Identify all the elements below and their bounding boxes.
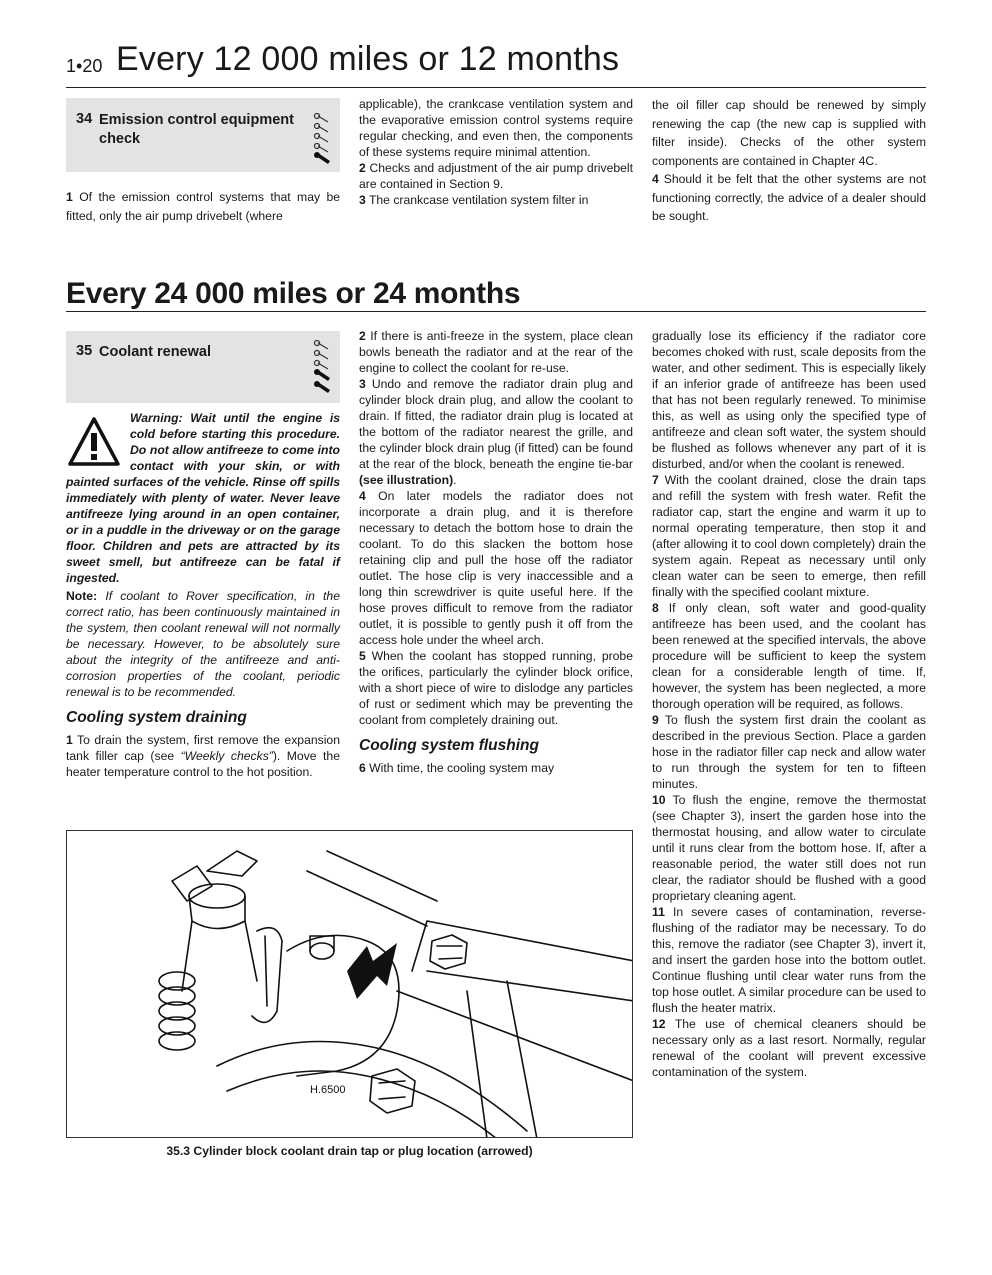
section-35-col3: gradually lose its efficiency if the radiator core becomes choked with rust, scale deposits from the water, and other sediment. This is especially likely if an inferior grade of antifreeze has been used that has not been regularly renewed. To minimise this, as well as using only the specified type of antifreeze and clean soft water, the system should be flushed as follows whenever any part of it is disturbed, and/or when the coolant is renewed. 7 With the coolant drained, close the drain taps and refill the system with fresh water. Refit the radiator cap, start the engine and warm it up to normal operating temperature, then stop it and (after allowing it to cool down completely) drain the system again. Repeat as necessary until only clean water can be seen to emerge, then refill finally with the specified coolant mixture. 8 If only clean, soft water and good-quality antifreeze has been used, and the coolant has been renewed at the specified intervals, the above procedure will be sufficient to keep the system clean for a considerable length of time. If, however, the system has been neglected, a more thorough operation will be required, as follows. 9 To flush the system first drain the coolant as described in the previous Section. Place a garden hose in the radiator filler cap neck and allow water to run through the system for ten to fifteen minutes. 10 To flush the engine, remove the thermostat (see Chapter 3), insert the garden hose into the thermostat housing, and allow water to circulate until it runs clear from the bottom hose. If, after a reasonable period, the water still does not run clear, the radiator should be flushed with a good proprietary cleaning agent. 11 In severe cases of contamination, reverse-flushing of the radiator may be necessary. To do this, remove the radiator (see Chapter 3), invert it, and insert the garden hose into the bottom outlet. Continue flushing until clear water runs from the top hose outlet. A similar procedure can be used to flush the heater matrix. 12 The use of chemical cleaners should be necessary only as a last resort. Normally, regular renewal of the coolant will prevent excessive contamination of the system. bbox=[652, 329, 927, 1079]
section-34-col2: applicable), the crankcase ventilation system and the evaporative emission control systems require regular checking, and even then, the components of these systems require minimal attention. 2 Checks and adjustment of the air pump drivebelt are contained in Section 9. 3 The crankcase ventilation system filter in bbox=[359, 97, 634, 207]
subhead-flushing: Cooling system flushing bbox=[359, 737, 539, 754]
section-34-number: 34 bbox=[76, 111, 93, 127]
section-34-title: Emission control equipment check bbox=[99, 112, 294, 147]
warning-triangle-icon bbox=[66, 414, 122, 470]
subhead-draining: Cooling system draining bbox=[66, 709, 247, 726]
warning-text: Warning: Wait until the engine is cold before starting this procedure. Do not allow antifreeze to come into contact with your skin, or with painted surfaces of the vehicle. Rinse off spills immediately with plenty of water. Never leave antifreeze lying around in an open container, or in a puddle in the driveway or on the garage floor. Children and pets are attracted by its sweet smell, but antifreeze can be fatal if ingested. bbox=[66, 411, 340, 585]
page-title: Every 12 000 miles or 12 months bbox=[116, 40, 620, 78]
section-34-title-box bbox=[66, 98, 340, 172]
section-35-col1: Warning: Wait until the engine is cold before starting this procedure. Do not allow antifreeze to come into contact with your skin, or with painted surfaces of the vehicle. Rinse off spills immediately with plenty of water. Never leave antifreeze lying around in an open container, or in a puddle in the driveway or on the garage floor. Children and pets are attracted by its sweet smell, but antifreeze can be fatal if ingested. Note: If coolant to Rover specification, in the correct ratio, has been continuously maintained in the system, then coolant renewal will not normally be necessary. However, to be absolutely sure about the integrity of the antifreeze and anti-corrosion properties of the coolant, periodic renewal is to be recommended. Cooling system draining 1 To drain the system, first remove the expansion tank filler cap (see “Weekly checks”). Move the heater temperature control to the hot position. bbox=[66, 411, 340, 779]
difficulty-spanner-icon bbox=[312, 112, 334, 168]
drain-plug-illustration bbox=[66, 830, 633, 1138]
figure-label: H.6500 bbox=[310, 1084, 346, 1096]
interval-heading: Every 24 000 miles or 24 months bbox=[66, 276, 926, 312]
engine-line-drawing bbox=[67, 831, 633, 1138]
section-34-col1: 1 Of the emission control systems that may be fitted, only the air pump drivebelt (where bbox=[66, 190, 341, 223]
section-35-title-box bbox=[66, 331, 340, 403]
section-35-col2: 2 If there is anti-freeze in the system, place clean bowls beneath the radiator and at the rear of the engine to collect the coolant for re-use. 3 Undo and remove the radiator drain plug and cylinder block drain plug, and allow the coolant to drain. If fitted, the radiator drain plug is located at the bottom of the radiator nearest the grille, and the cylinder block drain plug (if fitted) can be found at the rear of the block, beneath the engine tie-bar (see illustration). 4 On later models the radiator does not incorporate a drain plug, and it is therefore necessary to detach the bottom hose to drain the coolant. To do this slacken the bottom hose retaining clip and pull the hose off the radiator outlet. The hose clip is very inaccessible and a long thin screwdriver is quite useful here. If the hose proves difficult to remove from the radiator outlet, it is possible to gently push it off from the access hole under the wheel arch. 5 When the coolant has stopped running, probe the orifices, particularly the cylinder block orifice, with a short piece of wire to dislodge any particles of rust or sediment which may be preventing the coolant from completely draining out. Cooling system flushing 6 With time, the cooling system may bbox=[359, 329, 633, 775]
difficulty-spanner-icon bbox=[312, 339, 334, 397]
section-35-number: 35 bbox=[76, 343, 93, 359]
page-header bbox=[66, 40, 926, 88]
section-35-title: Coolant renewal bbox=[99, 344, 211, 360]
note-paragraph: Note: If coolant to Rover specification, in the correct ratio, has been continuously maintained in the system, then coolant renewal will not normally be necessary. However, to be absolutely sure about the integrity of the antifreeze and anti-corrosion properties of the coolant, periodic renewal is to be recommended. bbox=[66, 589, 340, 699]
figure-caption: 35.3 Cylinder block coolant drain tap or plug location (arrowed) bbox=[166, 1144, 533, 1158]
section-34-col3: the oil filler cap should be renewed by simply renewing the cap (the new cap is supplied with filter inside). Checks of the other system components are contained in Chapter 4C. 4 Should it be felt that the other systems are not functioning correctly, the advice of a dealer should be sought. bbox=[652, 98, 926, 223]
page-number: 1•20 bbox=[66, 56, 103, 76]
